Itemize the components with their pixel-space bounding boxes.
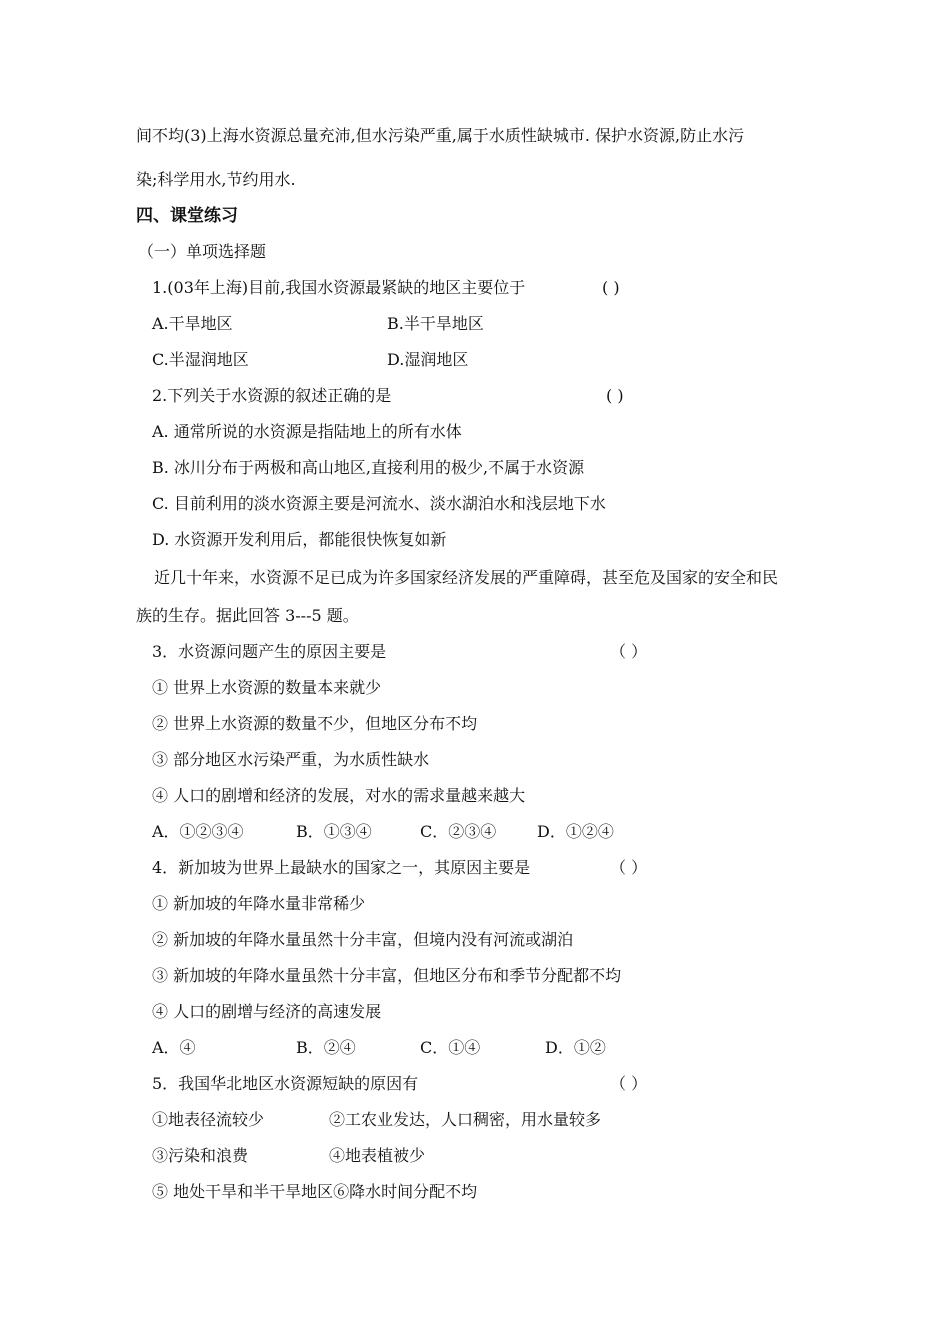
q5-stem: 5．我国华北地区水资源短缺的原因有	[152, 1074, 419, 1093]
q4-item-2: ② 新加坡的年降水量虽然十分丰富，但境内没有河流或湖泊	[152, 930, 574, 949]
q2-option-c: C. 目前利用的淡水资源主要是河流水、淡水湖泊水和浅层地下水	[152, 494, 606, 513]
q2-option-b: B. 冰川分布于两极和高山地区,直接利用的极少,不属于水资源	[152, 458, 585, 477]
intro-line-2: 染;科学用水,节约用水.	[136, 170, 296, 189]
q4-option-c: C．①④	[420, 1038, 481, 1057]
q3-stem: 3．水资源问题产生的原因主要是	[152, 642, 387, 661]
section-subtitle: （一）单项选择题	[138, 242, 267, 261]
q3-answer-paren: （ ）	[610, 642, 648, 661]
passage-line-1: 近几十年来，水资源不足已成为许多国家经济发展的严重障碍，甚至危及国家的安全和民	[154, 568, 779, 587]
q1-option-a: A.干旱地区	[152, 314, 233, 333]
q3-item-4: ④ 人口的剧增和经济的发展，对水的需求量越来越大	[152, 786, 526, 805]
q2-stem: 2.下列关于水资源的叙述正确的是	[152, 386, 392, 405]
q5-answer-paren: （ ）	[610, 1074, 648, 1093]
q5-item-4: ④地表植被少	[329, 1146, 426, 1165]
q2-option-d: D. 水资源开发利用后，都能很快恢复如新	[152, 530, 447, 549]
q1-stem: 1.(03年上海)目前,我国水资源最紧缺的地区主要位于	[152, 278, 526, 297]
q4-option-b: B．②④	[296, 1038, 356, 1057]
q4-option-a: A．④	[152, 1038, 196, 1057]
q2-answer-paren: ( )	[606, 386, 624, 405]
intro-line-1: 间不均(3)上海水资源总量充沛,但水污染严重,属于水质性缺城市. 保护水资源,防止水污	[136, 126, 745, 145]
q3-option-a: A．①②③④	[152, 822, 244, 841]
q3-item-3: ③ 部分地区水污染严重，为水质性缺水	[152, 750, 430, 769]
section-title: 四、课堂练习	[136, 206, 238, 226]
passage-line-2: 族的生存。据此回答 3---5 题。	[136, 606, 359, 625]
q4-answer-paren: （ ）	[610, 858, 648, 877]
q4-option-d: D．①②	[545, 1038, 606, 1057]
q3-option-c: C．②③④	[420, 822, 497, 841]
q3-item-2: ② 世界上水资源的数量不少，但地区分布不均	[152, 714, 478, 733]
q5-item-1: ①地表径流较少	[152, 1110, 265, 1129]
q5-item-3: ③污染和浪费	[152, 1146, 249, 1165]
q3-item-1: ① 世界上水资源的数量本来就少	[152, 678, 382, 697]
q1-option-d: D.湿润地区	[387, 350, 469, 369]
q4-item-4: ④ 人口的剧增与经济的高速发展	[152, 1002, 382, 1021]
q1-answer-paren: ( )	[602, 278, 620, 297]
q4-item-3: ③ 新加坡的年降水量虽然十分丰富，但地区分布和季节分配都不均	[152, 966, 622, 985]
q3-option-b: B．①③④	[296, 822, 372, 841]
q1-option-c: C.半湿润地区	[152, 350, 249, 369]
q5-item-5: ⑤ 地处干旱和半干旱地区⑥降水时间分配不均	[152, 1182, 478, 1201]
q4-stem: 4．新加坡为世界上最缺水的国家之一，其原因主要是	[152, 858, 531, 877]
q1-option-b: B.半干旱地区	[387, 314, 484, 333]
q2-option-a: A. 通常所说的水资源是指陆地上的所有水体	[152, 422, 462, 441]
q5-item-2: ②工农业发达，人口稠密，用水量较多	[329, 1110, 602, 1129]
q4-item-1: ① 新加坡的年降水量非常稀少	[152, 894, 366, 913]
q3-option-d: D．①②④	[537, 822, 614, 841]
